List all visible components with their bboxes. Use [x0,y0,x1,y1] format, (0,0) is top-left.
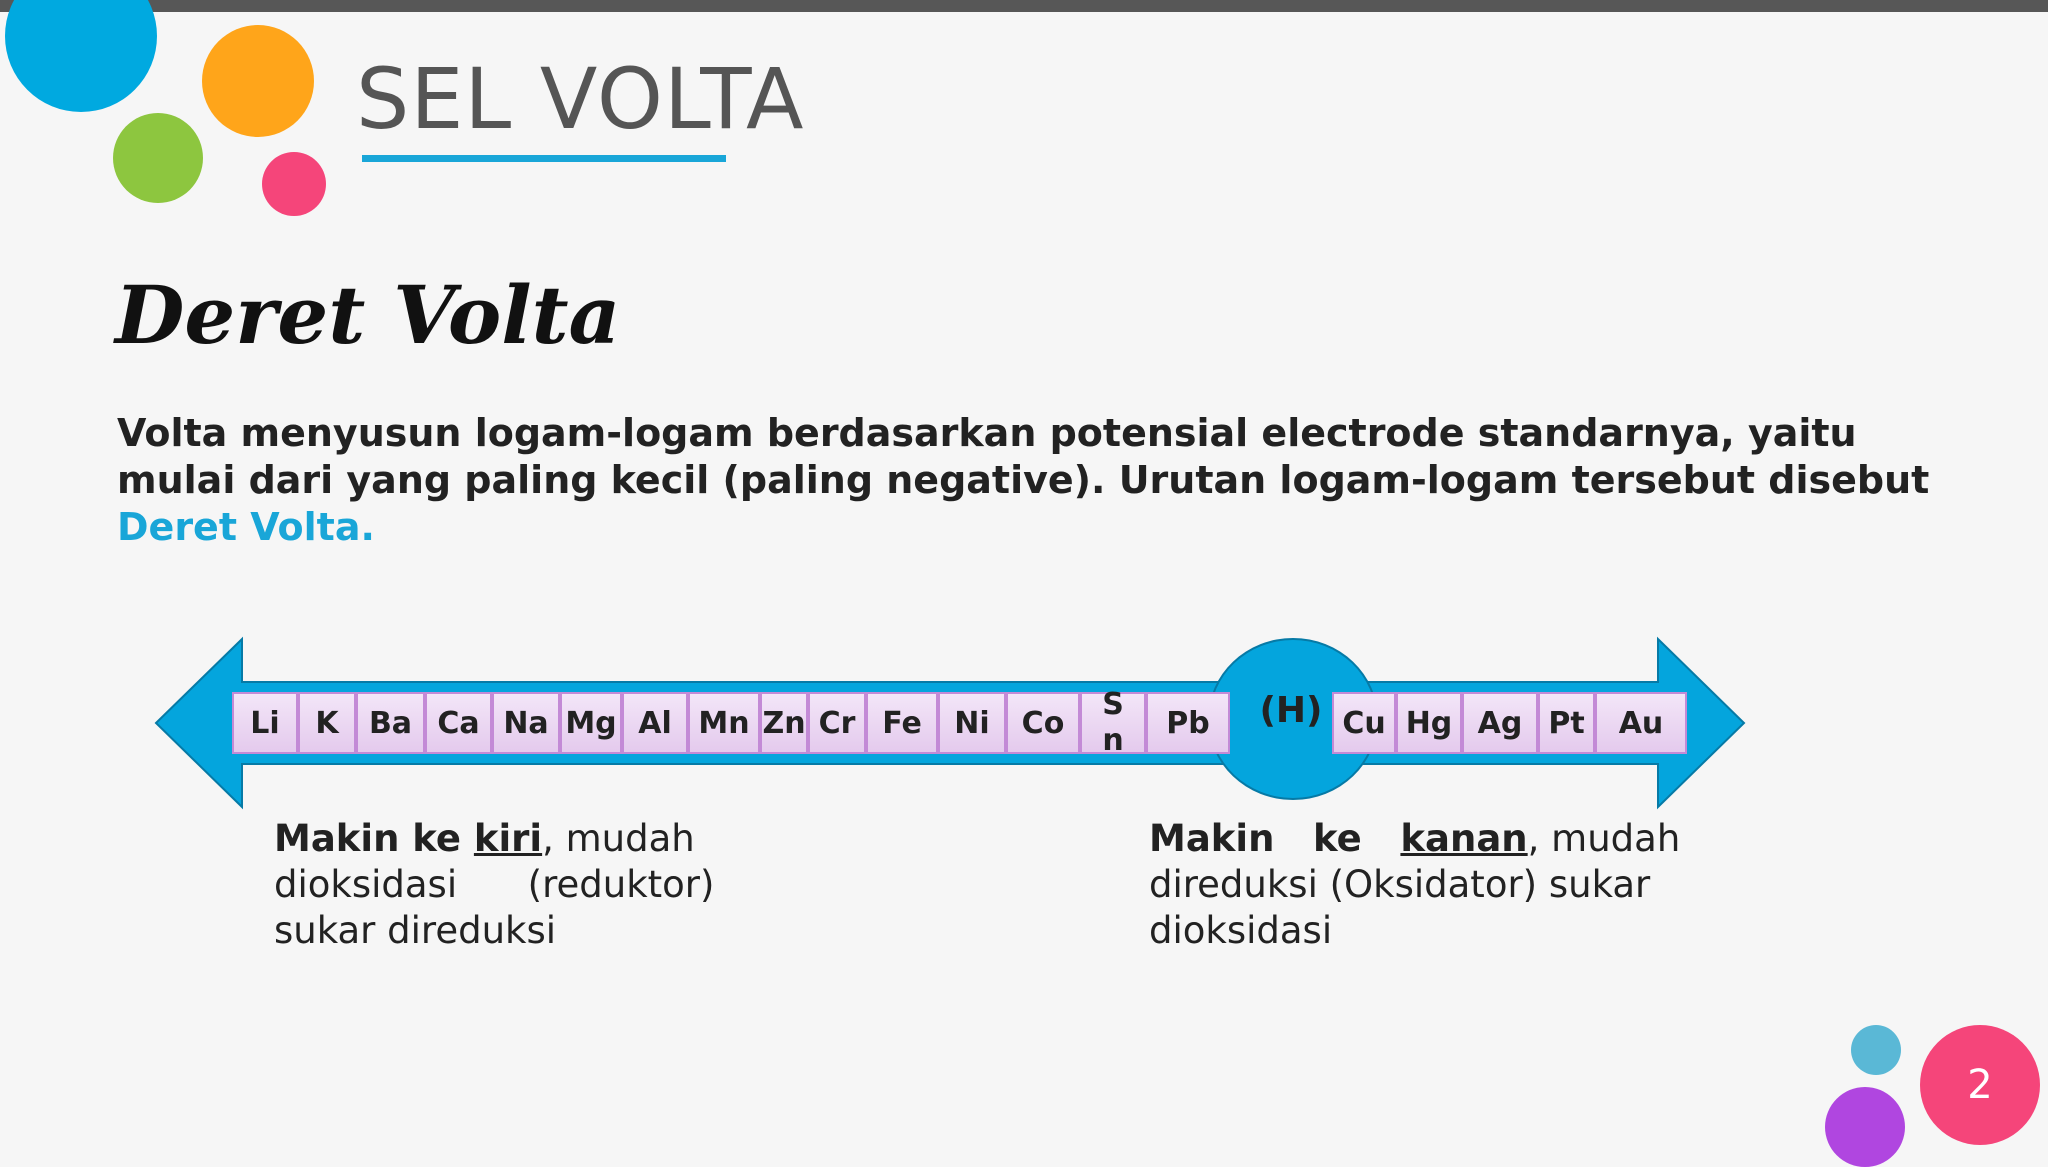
page-number: 2 [1920,1025,2040,1145]
left-note [274,816,714,954]
decor-dot-purple [1825,1087,1905,1167]
element-left-12: Co [1006,692,1080,754]
hydrogen-label: (H) [1259,690,1323,731]
element-left-1: K [298,692,356,754]
element-left-7: Mn [688,692,760,754]
element-left-5: Mg [560,692,622,754]
left-note-line1 [274,816,714,862]
element-left-6: Al [622,692,688,754]
right-note-line1 [1149,816,1680,862]
slide-title: SEL VOLTA [356,50,805,148]
element-left-3: Ca [425,692,492,754]
element-right-1: Hg [1396,692,1462,754]
element-right-0: Cu [1332,692,1396,754]
intro-highlight: Deret Volta. [117,505,375,549]
right-note-line1-rest: , mudah [1527,817,1681,860]
right-note-line3: dioksidasi [1149,909,1333,952]
right-note-line2: direduksi (Oksidator) sukar [1149,863,1651,906]
element-left-9: Cr [808,692,866,754]
left-note-line3: sukar direduksi [274,909,556,952]
left-note-line2: dioksidasi (reduktor) [274,863,715,906]
right-note-lead: Makin ke [1149,817,1401,860]
right-note [1149,816,1680,954]
element-right-3: Pt [1538,692,1595,754]
left-note-direction: kiri [473,817,543,860]
element-left-0: Li [232,692,298,754]
left-note-lead: Makin ke [274,817,474,860]
intro-text: Volta menyusun logam-logam berdasarkan potensial electrode standarnya, yaitu mulai dari yang paling kecil (paling negative). Urutan logam-logam tersebut disebut [117,411,1930,502]
element-left-4: Na [492,692,560,754]
left-note-line1-rest: , mudah [542,817,695,860]
element-left-2: Ba [356,692,425,754]
element-left-11: Ni [938,692,1006,754]
element-right-2: Ag [1462,692,1538,754]
element-left-10: Fe [866,692,938,754]
slide-subtitle: Deret Volta [115,268,621,362]
right-note-direction: kanan [1400,817,1528,860]
element-left-14: Pb [1146,692,1230,754]
decor-dot-teal [1851,1025,1901,1075]
element-left-8: Zn [760,692,808,754]
element-left-13: S n [1080,692,1146,754]
element-right-4: Au [1595,692,1687,754]
